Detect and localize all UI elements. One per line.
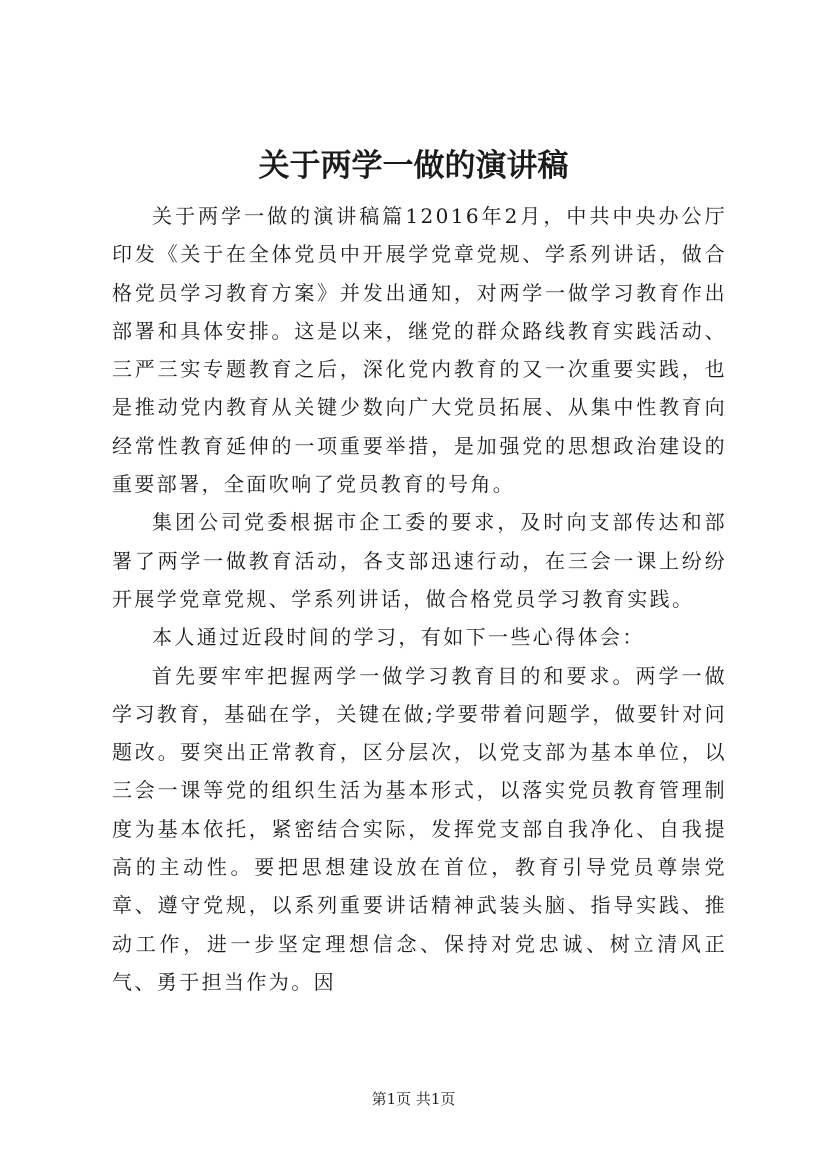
paragraph-experience: 本人通过近段时间的学习，有如下一些心得体会： <box>152 625 645 650</box>
paragraph-intro: 关于两学一做的演讲稿篇12016年2月，中共中央办公厅印发《关于在全体党员中开展学党章党规、学系列讲话，做合格党员学习教育方案》并发出通知，对两学一做学习教育作出部署和具体安排。这是以来，继党的群众路线教育实践活动、三严三实专题教育之后，深化党内教育的又一次重要实践，也是推动党内教育从关键少数向广大党员拓展、从集中性教育向经常性教育延伸的一项重要举措，是加强党的思想政治建设的重要部署，全面吹响了党员教育的号角。 <box>112 204 727 497</box>
document-title: 关于两学一做的演讲稿 <box>258 148 569 184</box>
paragraph-group-party: 集团公司党委根据市企工委的要求，及时向支部传达和部署了两学一做教育活动，各支部迅速行动，在三会一课上纷纷开展学党章党规、学系列讲话，做合格党员学习教育实践。 <box>112 510 727 611</box>
document-body <box>112 197 727 1001</box>
page-footer: 第1页 共1页 <box>371 1090 456 1108</box>
paragraph-first-point: 首先要牢牢把握两学一做学习教育目的和要求。两学一做学习教育，基础在学，关键在做;学要带着问题学，做要针对问题改。要突出正常教育，区分层次，以党支部为基本单位，以三会一课等党的组织生活为基本形式，以落实党员教育管理制度为基本依托，紧密结合实际，发挥党支部自我净化、自我提高的主动性。要把思想建设放在首位，教育引导党员尊崇党章、遵守党规，以系列重要讲话精神武装头脑、指导实践、推动工作，进一步坚定理想信念、保持对党忠诚、树立清风正气、勇于担当作为。因 <box>112 663 727 994</box>
